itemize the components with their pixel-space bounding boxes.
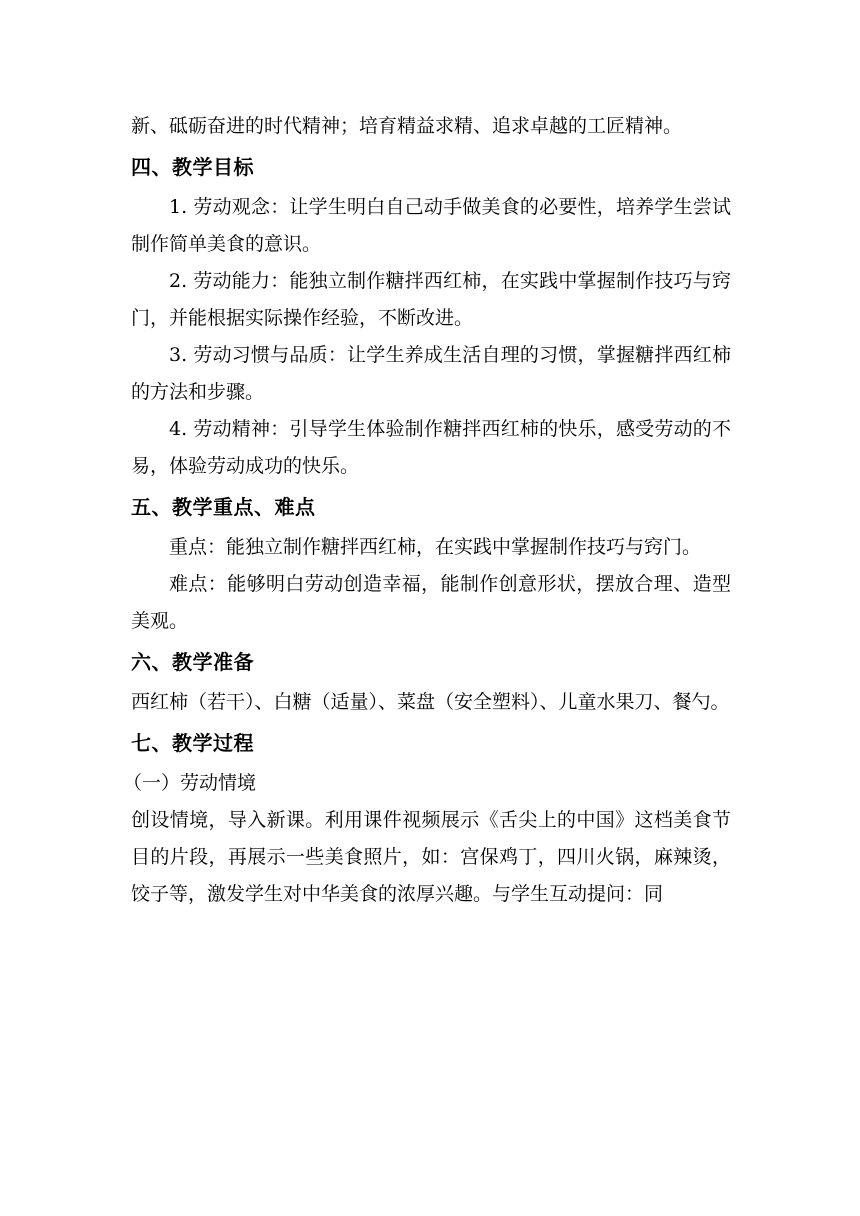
section7-heading: 七、教学过程 — [131, 731, 254, 755]
objective-item-3: 3. 劳动习惯与品质：让学生养成生活自理的习惯，掌握糖拌西红柿的方法和步骤。 — [131, 344, 731, 403]
document-page — [123, 108, 731, 913]
section4-heading: 四、教学目标 — [131, 155, 254, 179]
section5-heading: 五、教学重点、难点 — [131, 495, 316, 519]
objective-item-4: 4. 劳动精神：引导学生体验制作糖拌西红柿的快乐，感受劳动的不易，体验劳动成功的快乐。 — [131, 418, 731, 477]
section7-subheading: （一）劳动情境 — [123, 772, 257, 794]
preparation-paragraph: 西红柿（若干）、白糖（适量）、菜盘（安全塑料）、儿童水果刀、餐勺。 — [131, 691, 730, 713]
intro-tail-paragraph: 新、砥砺奋进的时代精神；培育精益求精、追求卓越的工匠精神。 — [131, 115, 683, 137]
objective-item-2: 2. 劳动能力：能独立制作糖拌西红柿，在实践中掌握制作技巧与窍门，并能根据实际操作经验，不断改进。 — [131, 270, 731, 329]
difficulty-paragraph: 难点：能够明白劳动创造幸福，能制作创意形状，摆放合理、造型美观。 — [131, 573, 731, 632]
process-paragraph: 创设情境，导入新课。利用课件视频展示《舌尖上的中国》这档美食节目的片段，再展示一些美食照片，如：宫保鸡丁，四川火锅，麻辣烫，饺子等，激发学生对中华美食的浓厚兴趣。与学生互动提问：同 — [131, 809, 731, 905]
objective-item-1: 1. 劳动观念：让学生明白自己动手做美食的必要性，培养学生尝试制作简单美食的意识。 — [131, 196, 731, 255]
section6-heading: 六、教学准备 — [131, 650, 254, 674]
key-point-paragraph: 重点：能独立制作糖拌西红柿，在实践中掌握制作技巧与窍门。 — [169, 536, 702, 558]
